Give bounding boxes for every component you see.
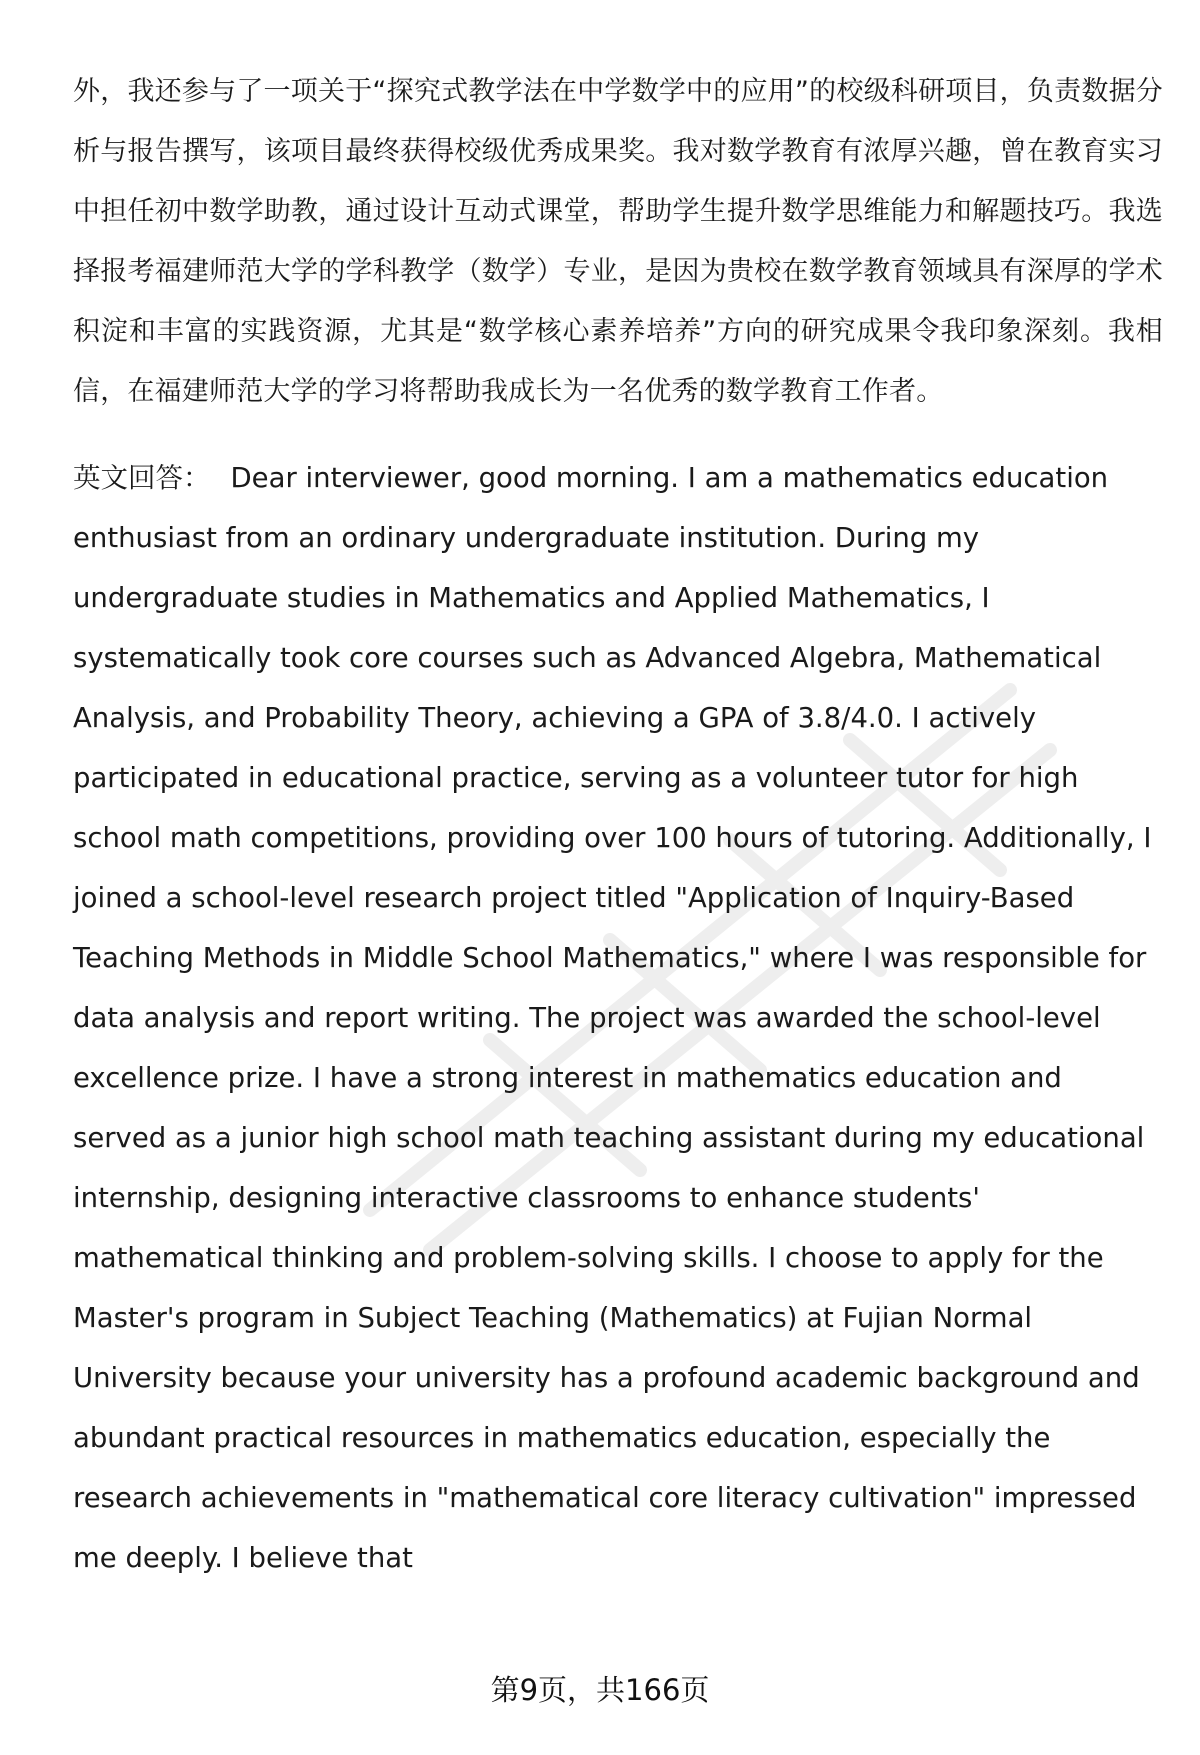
page-number-footer: 第9页，共166页: [490, 1673, 710, 1707]
document-body: [73, 62, 1163, 1588]
english-answer-paragraph: [73, 448, 1163, 1588]
english-answer-text: Dear interviewer, good morning. I am a mathematics education enthusiast from an ordinary undergraduate institution. During my undergraduate studies in Mathematics and Applied Mathematics, I systematically took core courses such as Advanced Algebra, Mathematical Analysis, and Probability Theory, achieving a GPA of 3.8/4.0. I actively participated in educational practice, serving as a volunteer tutor for high school math competitions, providing over 100 hours of tutoring. Additionally, I joined a school-level research project titled "Application of Inquiry-Based Teaching Methods in Middle School Mathematics," where I was responsible for data analysis and report writing. The project was awarded the school-level excellence prize. I have a strong interest in mathematics education and served as a junior high school math teaching assistant during my educational internship, designing interactive classrooms to enhance students' mathematical thinking and problem-solving skills. I choose to apply for the Master's program in Subject Teaching (Mathematics) at Fujian Normal University because your university has a profound academic background and abundant practical resources in mathematics education, especially the research achievements in "mathematical core literacy cultivation" impressed me deeply. I believe that: [73, 462, 1152, 1574]
chinese-answer-paragraph: 外，我还参与了一项关于“探究式教学法在中学数学中的应用”的校级科研项目，负责数据分析与报告撰写，该项目最终获得校级优秀成果奖。我对数学教育有浓厚兴趣，曾在教育实习中担任初中数学助教，通过设计互动式课堂，帮助学生提升数学思维能力和解题技巧。我选择报考福建师范大学的学科教学（数学）专业，是因为贵校在数学教育领域具有深厚的学术积淀和丰富的实践资源，尤其是“数学核心素养培养”方向的研究成果令我印象深刻。我相信，在福建师范大学的学习将帮助我成长为一名优秀的数学教育工作者。: [73, 76, 1163, 407]
english-answer-label: 英文回答：: [73, 462, 211, 494]
